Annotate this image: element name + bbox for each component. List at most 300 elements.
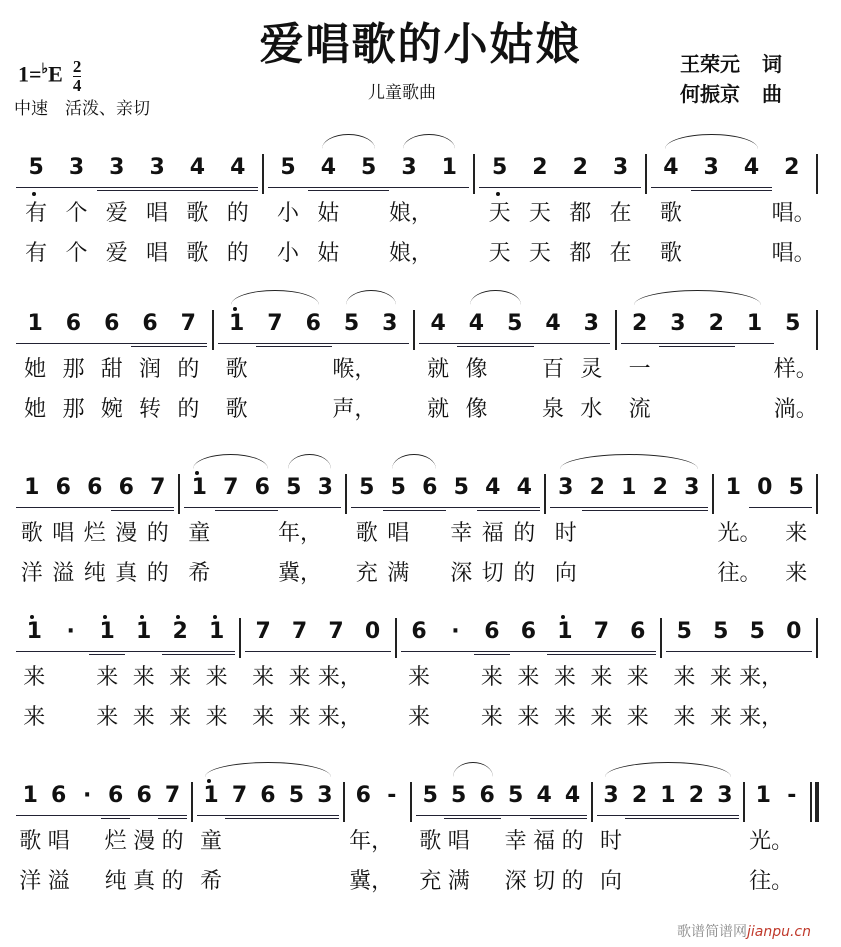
lyric-verse-2	[496, 392, 534, 432]
note-digit: 5	[286, 475, 302, 500]
lyric-verse-1: 来	[553, 665, 576, 690]
underline	[625, 815, 653, 816]
lyric-verse-2	[731, 236, 771, 276]
lyric-verse-2: 深	[450, 561, 473, 586]
note-column	[93, 304, 131, 432]
note-digit: 5	[507, 311, 523, 336]
note-digit: 6	[87, 475, 103, 500]
note-digit: 3	[149, 155, 165, 180]
note-digit: 5	[785, 311, 801, 336]
score-system	[16, 468, 822, 596]
note	[378, 776, 406, 824]
underline	[558, 818, 586, 819]
note-digit: 4	[663, 155, 679, 180]
lyric-verse-1: 娘，	[388, 201, 433, 226]
measure	[651, 148, 816, 276]
underline	[215, 510, 247, 511]
note	[691, 148, 731, 196]
note	[52, 612, 88, 660]
lyric-verse-1: 来	[480, 665, 503, 690]
lyric-verse-2: 希	[199, 869, 222, 894]
barline	[591, 782, 593, 822]
note-column	[254, 776, 282, 904]
underline	[582, 510, 614, 511]
lyric-verse-1	[225, 824, 253, 864]
flat-icon: ♭	[41, 62, 49, 78]
lyric-verse-1: 歌	[20, 521, 43, 546]
underline	[682, 815, 710, 816]
note-digit: 1	[746, 311, 763, 336]
note-digit: 2	[589, 475, 605, 500]
note	[383, 468, 415, 516]
lyric-verse-1	[349, 196, 389, 236]
note-digit: 1	[191, 475, 207, 500]
note-digit: 4	[516, 475, 532, 500]
note-column	[520, 148, 560, 276]
octave-dot-high	[561, 615, 565, 619]
underline	[310, 507, 342, 508]
lyric-verse-2	[691, 236, 731, 276]
note-digit: ·	[82, 783, 92, 808]
note	[311, 776, 339, 824]
underline	[137, 190, 177, 191]
note	[572, 304, 610, 352]
time-signature	[73, 58, 82, 95]
underline	[645, 510, 677, 511]
lyric-verse-2: 的	[161, 869, 184, 894]
lyric-verse-1: 天	[528, 201, 551, 226]
measure	[197, 776, 339, 904]
note-digit: 0	[364, 619, 381, 644]
note-digit: 1	[557, 619, 573, 644]
underline	[131, 346, 169, 347]
note	[666, 612, 702, 660]
lyric-verse-1: 幸	[450, 521, 473, 546]
underline	[101, 818, 129, 819]
note	[16, 148, 56, 196]
note	[774, 304, 812, 352]
lyric-verse-1	[682, 824, 710, 864]
note	[682, 776, 710, 824]
barline	[816, 154, 818, 194]
lyric-verse-2	[645, 556, 677, 596]
lyric-verse-1: 就	[427, 357, 450, 382]
note	[354, 612, 390, 660]
note	[349, 148, 389, 196]
underline	[44, 815, 72, 816]
underline	[572, 343, 610, 344]
lyric-verse-2: 爱	[105, 241, 128, 266]
lyric-verse-1: 甜	[100, 357, 123, 382]
lyric-verse-1: 来	[590, 665, 613, 690]
note	[711, 776, 739, 824]
note-column	[245, 612, 281, 740]
lyric-verse-2	[247, 556, 279, 596]
lyric-verse-1	[429, 196, 469, 236]
slur	[403, 134, 455, 149]
underline	[691, 190, 731, 191]
note-column	[125, 612, 161, 740]
note-digit: 6	[484, 619, 500, 644]
lyric-verse-1: 小	[277, 201, 300, 226]
underline	[735, 343, 773, 344]
note-digit: 7	[150, 475, 166, 500]
octave-dot-high	[140, 615, 144, 619]
lyric-verse-1: 歌	[355, 521, 378, 546]
barline	[743, 782, 745, 822]
note-column	[597, 776, 625, 904]
note-digit: 3	[603, 783, 619, 808]
note-column	[479, 148, 519, 276]
lyric-verse-2: 唱	[146, 241, 169, 266]
lyric-verse-2	[473, 864, 501, 904]
note	[197, 776, 225, 824]
lyric-verse-2: 真	[115, 561, 138, 586]
underline	[16, 651, 52, 652]
note-digit: 6	[104, 311, 120, 336]
note	[416, 776, 444, 824]
note-digit: 2	[572, 155, 588, 180]
underline	[520, 187, 560, 188]
lyric-verse-1: 唱	[447, 829, 470, 854]
underline	[691, 187, 731, 188]
lyric-verse-2: 的	[177, 397, 200, 422]
note-column	[509, 468, 541, 596]
note-column	[351, 468, 383, 596]
lyric-verse-2: 溢	[47, 869, 70, 894]
note-digit: 1	[22, 783, 38, 808]
slur	[470, 290, 520, 305]
note	[625, 776, 653, 824]
underline	[703, 651, 739, 652]
note-column	[317, 612, 362, 740]
underline	[256, 343, 294, 344]
lyric-verse-2: 来	[407, 705, 430, 730]
note	[332, 304, 370, 352]
note	[177, 148, 217, 196]
note-column	[477, 468, 509, 596]
lyric-verse-1	[294, 352, 332, 392]
note-column	[666, 612, 702, 740]
lyricist-credit	[680, 48, 782, 77]
lyric-verse-2	[215, 556, 247, 596]
underline	[651, 187, 691, 188]
note-digit: 5	[451, 783, 467, 808]
note	[676, 468, 708, 516]
lyric-verse-1: 一	[628, 357, 651, 382]
underline	[16, 343, 54, 344]
lyric-verse-2: 的	[561, 869, 584, 894]
lyric-verse-1	[378, 824, 406, 864]
note	[73, 776, 101, 824]
note	[776, 612, 812, 660]
watermark-site: 歌谱简谱网	[676, 924, 747, 940]
lyric-verse-1	[247, 516, 279, 556]
underline	[389, 187, 429, 188]
lyric-verse-2: 向	[599, 869, 622, 894]
note	[419, 304, 457, 352]
note-digit: 5	[713, 619, 729, 644]
underline	[582, 507, 614, 508]
lyric-verse-2: 来	[626, 705, 649, 730]
note-column	[682, 776, 710, 904]
score-system	[16, 304, 822, 432]
note	[16, 776, 44, 824]
note-digit: 0	[757, 475, 773, 500]
lyric-verse-1: 姑	[317, 201, 340, 226]
barline	[262, 154, 264, 194]
lyric-verse-1: 的	[177, 357, 200, 382]
barline	[660, 618, 662, 658]
note	[282, 776, 310, 824]
note-column	[473, 776, 501, 904]
note	[137, 148, 177, 196]
underline	[496, 343, 534, 344]
lyric-verse-2	[254, 864, 282, 904]
note	[318, 612, 354, 660]
lyric-verse-2: 深	[504, 869, 527, 894]
note-digit: 2	[688, 783, 705, 808]
lyric-verse-2: 来	[709, 705, 732, 730]
note-digit: 7	[593, 619, 609, 644]
lyric-verse-2: 洋	[19, 869, 42, 894]
lyric-verse-2: 往。	[749, 869, 794, 894]
underline	[473, 818, 501, 819]
note	[446, 468, 478, 516]
lyric-verse-1	[659, 352, 697, 392]
note-digit: 4	[564, 783, 581, 808]
underline	[558, 815, 586, 816]
lyric-verse-2: 姑	[317, 241, 340, 266]
note	[89, 612, 125, 660]
note-digit: 5	[422, 783, 438, 808]
lyric-verse-1: 个	[65, 201, 88, 226]
note	[281, 612, 317, 660]
note-column	[371, 304, 409, 432]
lyric-verse-2: 歌	[225, 397, 248, 422]
note-digit: 2	[708, 311, 724, 336]
key-prefix: 1=	[18, 61, 42, 87]
note-digit: 6	[118, 475, 134, 500]
note-digit: 6	[136, 783, 152, 808]
slur	[634, 290, 761, 305]
underline	[731, 190, 771, 191]
underline	[474, 651, 510, 652]
note-column	[278, 468, 323, 596]
lyric-verse-2	[613, 556, 645, 596]
note	[268, 148, 308, 196]
underline	[142, 507, 174, 508]
underline	[697, 343, 735, 344]
underline	[308, 190, 348, 191]
underline	[79, 507, 111, 508]
note-digit: 1	[24, 475, 40, 500]
note	[697, 304, 735, 352]
underline	[625, 818, 653, 819]
lyric-verse-1: 像	[465, 357, 488, 382]
underline	[419, 343, 457, 344]
octave-dot-high	[233, 307, 237, 311]
note	[621, 304, 659, 352]
note-column	[416, 776, 444, 904]
underline	[198, 651, 234, 652]
underline	[509, 507, 541, 508]
note	[401, 612, 437, 660]
underline	[254, 815, 282, 816]
lyric-verse-1: 的	[146, 521, 169, 546]
note-column	[600, 148, 640, 276]
lyric-verse-1	[254, 824, 282, 864]
measure	[666, 612, 812, 740]
lyric-verse-1: 歌	[225, 357, 248, 382]
note-digit: 6	[51, 783, 67, 808]
note-digit: 4	[545, 311, 561, 336]
note-digit: 3	[317, 475, 333, 500]
underline	[162, 651, 198, 652]
lyric-verse-2	[711, 864, 739, 904]
lyric-verse-1	[691, 196, 731, 236]
lyric-verse-1	[654, 824, 682, 864]
barline	[239, 618, 241, 658]
lyric-verse-1: 烂	[104, 829, 127, 854]
lyric-verse-2: 冀，	[349, 869, 394, 894]
lyric-verse-1: 来	[288, 665, 311, 690]
measure	[401, 612, 656, 740]
underline	[444, 818, 472, 819]
lyric-verse-2: 来，	[317, 705, 362, 730]
note-column	[583, 612, 619, 740]
lyric-verse-2	[676, 556, 708, 596]
note-digit: 5	[359, 475, 375, 500]
lyric-verse-1: 来	[785, 521, 808, 546]
measure	[597, 776, 739, 904]
underline	[776, 651, 812, 652]
note-column	[437, 612, 473, 740]
time-top: 2	[72, 57, 82, 76]
note	[48, 468, 80, 516]
underline	[739, 651, 775, 652]
measure	[349, 776, 406, 904]
lyric-verse-2: 满	[447, 869, 470, 894]
measure	[416, 776, 587, 904]
note	[749, 776, 777, 824]
underline	[218, 190, 258, 191]
underline	[197, 815, 225, 816]
note-digit: 5	[453, 475, 469, 500]
note	[474, 612, 510, 660]
lyric-verse-2: 来，	[739, 705, 784, 730]
note	[600, 148, 640, 196]
underline	[547, 651, 583, 652]
underline	[101, 815, 129, 816]
note-column	[48, 468, 80, 596]
note-digit: 4	[468, 311, 485, 336]
underline	[501, 815, 529, 816]
note-digit: 1	[660, 783, 676, 808]
underline	[676, 510, 708, 511]
note	[142, 468, 174, 516]
score-system	[16, 612, 822, 740]
note-column	[16, 468, 48, 596]
lyric-verse-1: 的	[226, 201, 249, 226]
note-digit: 1	[203, 783, 219, 808]
lyric-verse-1: 百	[542, 357, 565, 382]
lyric-verse-2: 水	[580, 397, 603, 422]
barline	[473, 154, 475, 194]
lyric-verse-2: 充	[419, 869, 442, 894]
underline	[111, 507, 143, 508]
lyric-verse-1: 来	[205, 665, 228, 690]
lyric-verse-1: 时	[554, 521, 577, 546]
note-digit: 3	[670, 311, 686, 336]
underline	[749, 507, 781, 508]
underline	[654, 818, 682, 819]
note-digit: 6	[55, 475, 71, 500]
lyric-verse-1: 都	[569, 201, 592, 226]
note-column	[613, 468, 645, 596]
note	[547, 612, 583, 660]
note-digit: 3	[703, 155, 719, 180]
underline	[600, 187, 640, 188]
note-column	[414, 468, 446, 596]
note-column	[218, 304, 256, 432]
underline	[218, 343, 256, 344]
lyric-verse-1	[749, 516, 781, 556]
note	[54, 304, 92, 352]
barline	[712, 474, 714, 514]
underline	[349, 190, 389, 191]
note	[735, 304, 773, 352]
underline	[613, 507, 645, 508]
note-digit: 1	[621, 475, 637, 500]
lyric-verse-2	[654, 864, 682, 904]
lyric-verse-2: 希	[188, 561, 211, 586]
barline	[212, 310, 214, 350]
note	[558, 776, 586, 824]
note-column	[659, 304, 697, 432]
measure	[184, 468, 342, 596]
underline	[354, 651, 390, 652]
measure	[16, 304, 208, 432]
note-column	[572, 304, 610, 432]
underline	[496, 346, 534, 347]
note-digit: 3	[401, 155, 417, 180]
note	[509, 468, 541, 516]
lyric-verse-1: 幸	[504, 829, 527, 854]
underline	[444, 815, 472, 816]
note-digit: 6	[254, 475, 270, 500]
underline	[597, 815, 625, 816]
lyric-verse-2: 都	[569, 241, 592, 266]
genre-label: 儿童歌曲	[368, 83, 436, 103]
underline	[131, 343, 169, 344]
slur	[193, 454, 268, 469]
underline	[401, 651, 437, 652]
note-digit: 4	[743, 155, 760, 180]
lyric-verse-1: 福	[533, 829, 556, 854]
note-column	[496, 304, 534, 432]
note-digit: 7	[291, 619, 308, 644]
underline	[278, 507, 310, 508]
lyric-verse-2: 来	[23, 705, 46, 730]
note	[654, 776, 682, 824]
note-column	[401, 612, 437, 740]
note-column	[378, 776, 406, 904]
lyric-verse-2	[582, 556, 614, 596]
underline	[97, 190, 137, 191]
slur	[392, 454, 436, 469]
measure	[218, 304, 410, 432]
